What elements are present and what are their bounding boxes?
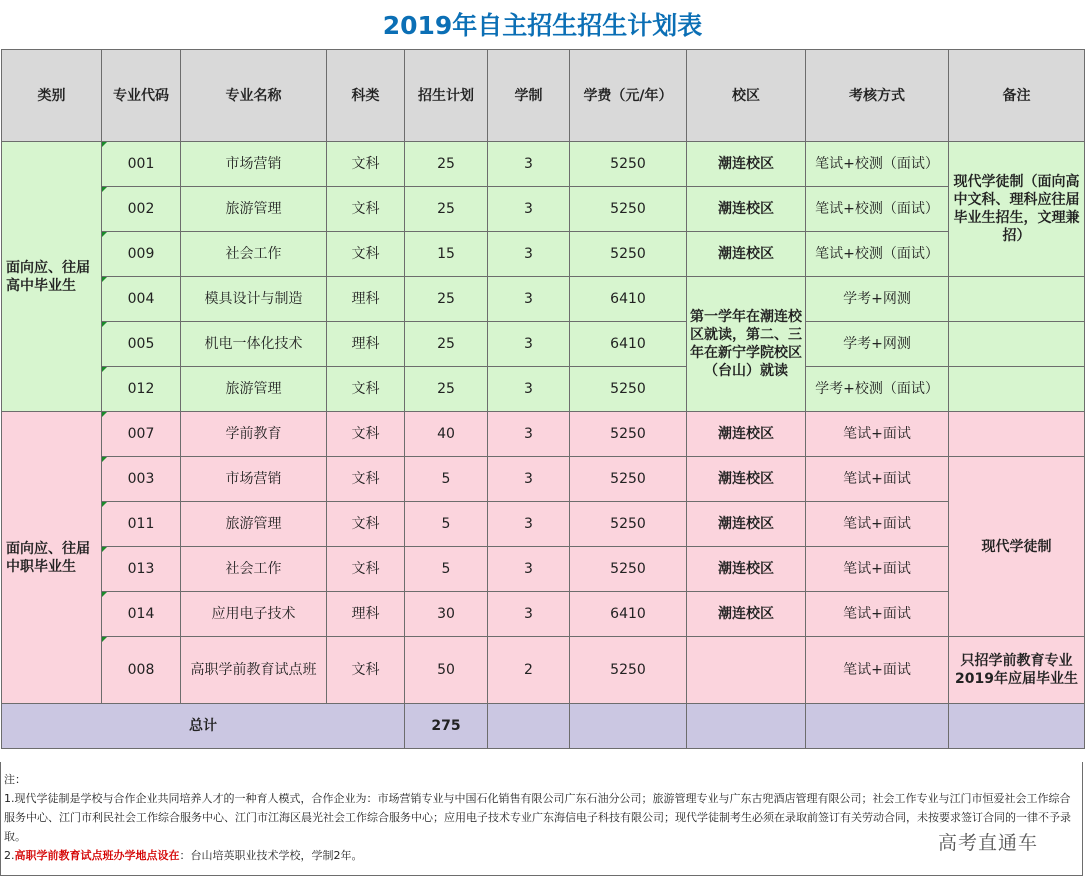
- header-plan: 招生计划: [405, 50, 488, 142]
- major-code: 008: [102, 637, 181, 704]
- campus: 潮连校区: [687, 457, 806, 502]
- header-years: 学制: [488, 50, 570, 142]
- assessment-method: 笔试+面试: [806, 502, 949, 547]
- study-years: 3: [488, 277, 570, 322]
- study-years: 3: [488, 502, 570, 547]
- subject-type: 文科: [327, 142, 405, 187]
- note-2-prefix: 2.: [4, 849, 15, 862]
- assessment-method: 笔试+校测（面试）: [806, 232, 949, 277]
- tuition-fee: 6410: [570, 592, 687, 637]
- major-name: 应用电子技术: [181, 592, 327, 637]
- subject-type: 文科: [327, 412, 405, 457]
- major-name: 学前教育: [181, 412, 327, 457]
- plan-count: 15: [405, 232, 488, 277]
- tuition-fee: 5250: [570, 142, 687, 187]
- campus: 潮连校区: [687, 592, 806, 637]
- major-code: 012: [102, 367, 181, 412]
- plan-count: 25: [405, 142, 488, 187]
- assessment-method: 笔试+校测（面试）: [806, 142, 949, 187]
- major-code: 009: [102, 232, 181, 277]
- campus: 潮连校区: [687, 232, 806, 277]
- assessment-method: 笔试+面试: [806, 547, 949, 592]
- category-cell: 面向应、往届高中毕业生: [2, 142, 102, 412]
- study-years: 3: [488, 322, 570, 367]
- major-name: 旅游管理: [181, 502, 327, 547]
- study-years: 3: [488, 457, 570, 502]
- table-row: [2, 367, 1085, 412]
- plan-count: 30: [405, 592, 488, 637]
- campus: 潮连校区: [687, 547, 806, 592]
- subject-type: 文科: [327, 547, 405, 592]
- tuition-fee: 5250: [570, 547, 687, 592]
- note-2-rest: ：台山培英职业技术学校，学制2年。: [179, 849, 363, 862]
- category-cell: 面向应、往届中职毕业生: [2, 412, 102, 704]
- major-code: 005: [102, 322, 181, 367]
- assessment-method: 笔试+校测（面试）: [806, 187, 949, 232]
- assessment-method: 笔试+面试: [806, 592, 949, 637]
- subject-type: 文科: [327, 232, 405, 277]
- page-title: 2019年自主招生招生计划表: [0, 0, 1085, 48]
- table-row: [2, 277, 1085, 322]
- notes-section: [0, 762, 1083, 876]
- total-label: 总计: [2, 704, 405, 749]
- major-name: 旅游管理: [181, 367, 327, 412]
- study-years: 3: [488, 547, 570, 592]
- header-assessment: 考核方式: [806, 50, 949, 142]
- major-code: 013: [102, 547, 181, 592]
- table-row: [2, 457, 1085, 502]
- header-code: 专业代码: [102, 50, 181, 142]
- tuition-fee: 5250: [570, 187, 687, 232]
- subject-type: 理科: [327, 322, 405, 367]
- remark-cell-empty: [949, 322, 1085, 367]
- tuition-fee: 6410: [570, 277, 687, 322]
- study-years: 3: [488, 367, 570, 412]
- campus-merged: 第一学年在潮连校区就读，第二、三年在新宁学院校区（台山）就读: [687, 277, 806, 412]
- tuition-fee: 5250: [570, 502, 687, 547]
- tuition-fee: 5250: [570, 412, 687, 457]
- table-row: [2, 142, 1085, 187]
- plan-count: 25: [405, 277, 488, 322]
- note-2: [4, 846, 1079, 865]
- plan-count: 50: [405, 637, 488, 704]
- major-code: 011: [102, 502, 181, 547]
- table-row: [2, 502, 1085, 547]
- remark-cell-empty: [949, 277, 1085, 322]
- remark-cell: 现代学徒制（面向高中文科、理科应往届毕业生招生，文理兼招）: [949, 142, 1085, 277]
- tuition-fee: 5250: [570, 367, 687, 412]
- assessment-method: 学考+网测: [806, 277, 949, 322]
- study-years: 2: [488, 637, 570, 704]
- table-row: [2, 592, 1085, 637]
- total-empty: [806, 704, 949, 749]
- notes-heading: 注：: [4, 773, 26, 786]
- table-header-row: [2, 50, 1085, 142]
- header-category: 类别: [2, 50, 102, 142]
- assessment-method: 笔试+面试: [806, 412, 949, 457]
- table-row: [2, 547, 1085, 592]
- table-row: [2, 637, 1085, 704]
- subject-type: 文科: [327, 457, 405, 502]
- major-code: 007: [102, 412, 181, 457]
- table-row: [2, 322, 1085, 367]
- study-years: 3: [488, 187, 570, 232]
- note-1: 1.现代学徒制是学校与合作企业共同培养人才的一种育人模式，合作企业为：市场营销专业与中国石化销售有限公司广东石油分公司；旅游管理专业与广东古兜酒店管理有限公司；社会工作专业与江门市恒爱社会工作综合服务中心、江门市利民社会工作综合服务中心、江门市江海区晨光社会工作综合服务中心；应用电子技术专业广东海信电子科技有限公司；现代学徒制考生必须在录取前签订有关劳动合同，未按要求签订合同的一律不予录取。: [4, 792, 1071, 843]
- watermark: 高考直通车: [938, 832, 1039, 854]
- major-name: 市场营销: [181, 457, 327, 502]
- assessment-method: 笔试+面试: [806, 637, 949, 704]
- remark-cell-empty: [949, 367, 1085, 412]
- tuition-fee: 6410: [570, 322, 687, 367]
- plan-count: 25: [405, 187, 488, 232]
- total-value: 275: [405, 704, 488, 749]
- remark-cell: 只招学前教育专业2019年应届毕业生: [949, 637, 1085, 704]
- plan-count: 25: [405, 322, 488, 367]
- study-years: 3: [488, 142, 570, 187]
- major-code: 014: [102, 592, 181, 637]
- total-empty: [570, 704, 687, 749]
- remark-cell-empty: [949, 412, 1085, 457]
- note-2-highlight: 高职学前教育试点班办学地点设在: [14, 849, 180, 862]
- study-years: 3: [488, 232, 570, 277]
- header-subject: 科类: [327, 50, 405, 142]
- header-campus: 校区: [687, 50, 806, 142]
- plan-count: 5: [405, 502, 488, 547]
- total-empty: [949, 704, 1085, 749]
- major-name: 社会工作: [181, 232, 327, 277]
- enrollment-plan-table: [1, 49, 1085, 749]
- assessment-method: 学考+网测: [806, 322, 949, 367]
- remark-cell: 现代学徒制: [949, 457, 1085, 637]
- subject-type: 文科: [327, 367, 405, 412]
- assessment-method: 笔试+面试: [806, 457, 949, 502]
- plan-count: 5: [405, 457, 488, 502]
- total-row: [2, 704, 1085, 749]
- subject-type: 文科: [327, 502, 405, 547]
- major-name: 社会工作: [181, 547, 327, 592]
- header-remarks: 备注: [949, 50, 1085, 142]
- header-major: 专业名称: [181, 50, 327, 142]
- assessment-method: 学考+校测（面试）: [806, 367, 949, 412]
- total-empty: [687, 704, 806, 749]
- campus: 潮连校区: [687, 187, 806, 232]
- subject-type: 文科: [327, 637, 405, 704]
- campus: 潮连校区: [687, 502, 806, 547]
- subject-type: 理科: [327, 277, 405, 322]
- tuition-fee: 5250: [570, 232, 687, 277]
- major-name: 机电一体化技术: [181, 322, 327, 367]
- study-years: 3: [488, 592, 570, 637]
- major-code: 003: [102, 457, 181, 502]
- subject-type: 理科: [327, 592, 405, 637]
- major-name: 旅游管理: [181, 187, 327, 232]
- table-row: [2, 187, 1085, 232]
- campus: 潮连校区: [687, 412, 806, 457]
- subject-type: 文科: [327, 187, 405, 232]
- campus: [687, 637, 806, 704]
- total-empty: [488, 704, 570, 749]
- plan-count: 40: [405, 412, 488, 457]
- plan-count: 25: [405, 367, 488, 412]
- major-name: 高职学前教育试点班: [181, 637, 327, 704]
- tuition-fee: 5250: [570, 637, 687, 704]
- campus: 潮连校区: [687, 142, 806, 187]
- header-fee: 学费（元/年）: [570, 50, 687, 142]
- table-row: [2, 232, 1085, 277]
- major-code: 001: [102, 142, 181, 187]
- table-row: [2, 412, 1085, 457]
- major-name: 模具设计与制造: [181, 277, 327, 322]
- major-name: 市场营销: [181, 142, 327, 187]
- plan-count: 5: [405, 547, 488, 592]
- tuition-fee: 5250: [570, 457, 687, 502]
- study-years: 3: [488, 412, 570, 457]
- major-code: 004: [102, 277, 181, 322]
- major-code: 002: [102, 187, 181, 232]
